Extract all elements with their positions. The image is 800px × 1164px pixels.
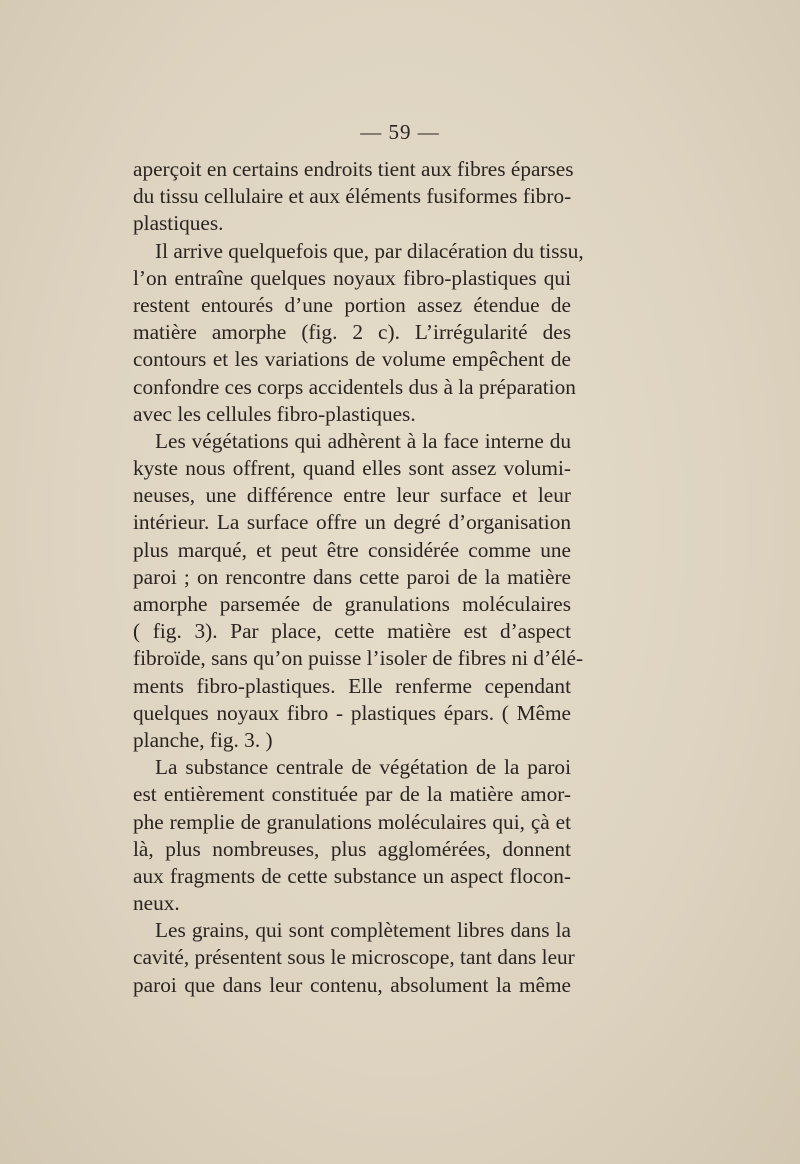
body-text — [133, 156, 584, 999]
text-line: du tissu cellulaire et aux éléments fusiformes fibro- — [133, 184, 572, 209]
text-line: quelques noyaux fibro - plastiques épars. ( Même — [133, 700, 571, 725]
text-line: là, plus nombreuses, plus agglomérées, donnent — [133, 836, 571, 861]
text-line: restent entourés d’une portion assez étendue de — [133, 292, 571, 317]
text-line: l’on entraîne quelques noyaux fibro-plastiques qui — [133, 265, 571, 290]
text-line: plus marqué, et peut être considérée comme une — [133, 537, 571, 562]
text-line: La substance centrale de végétation de la paroi — [155, 755, 571, 780]
text-line: neux. — [133, 891, 180, 916]
text-line: paroi que dans leur contenu, absolument la même — [133, 972, 571, 997]
text-line: Il arrive quelquefois que, par dilacération du tissu, — [155, 238, 584, 263]
text-line: kyste nous offrent, quand elles sont assez volumi- — [133, 456, 571, 481]
text-line: intérieur. La surface offre un degré d’organisation — [133, 510, 571, 535]
text-line: ments fibro-plastiques. Elle renferme cependant — [133, 673, 571, 698]
text-line: cavité, présentent sous le microscope, tant dans leur — [133, 945, 575, 970]
text-line: avec les cellules fibro-plastiques. — [133, 401, 416, 426]
text-line: confondre ces corps accidentels dus à la préparation — [133, 374, 576, 399]
text-line: neuses, une différence entre leur surface et leur — [133, 483, 571, 508]
text-line: aux fragments de cette substance un aspect flocon- — [133, 863, 571, 888]
text-line: planche, fig. 3. ) — [133, 727, 273, 752]
text-line: Les grains, qui sont complètement libres dans la — [155, 918, 571, 943]
text-line: plastiques. — [133, 211, 224, 236]
text-line: Les végétations qui adhèrent à la face interne du — [155, 428, 571, 453]
text-line: ( fig. 3). Par place, cette matière est d’aspect — [133, 619, 571, 644]
text-line: fibroïde, sans qu’on puisse l’isoler de fibres ni d’élé- — [133, 646, 584, 671]
text-line: aperçoit en certains endroits tient aux fibres éparses — [133, 157, 574, 181]
text-line: contours et les variations de volume empêchent de — [133, 347, 571, 372]
text-line: phe remplie de granulations moléculaires qui, çà et — [133, 809, 571, 834]
page-number: — 59 — — [360, 120, 440, 144]
text-line: amorphe parsemée de granulations moléculaires — [133, 592, 571, 616]
text-line: paroi ; on rencontre dans cette paroi de la matière — [133, 564, 571, 589]
text-line: est entièrement constituée par de la matière amor- — [133, 782, 571, 807]
text-line: matière amorphe (fig. 2 c). L’irrégularité des — [133, 320, 571, 345]
